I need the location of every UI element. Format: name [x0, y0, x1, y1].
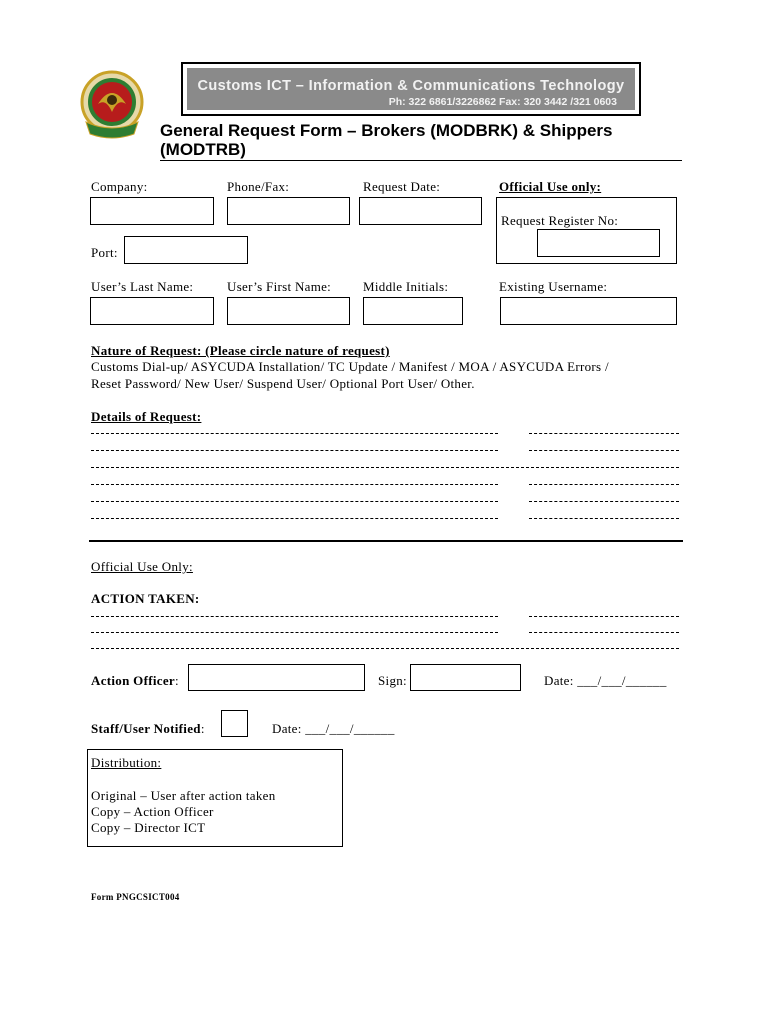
writing-line[interactable]	[529, 433, 679, 434]
nature-heading: Nature of Request: (Please circle nature of request)	[91, 343, 390, 358]
official-use-label: Official Use only:	[499, 179, 602, 194]
action-taken-heading: ACTION TAKEN:	[91, 591, 200, 606]
writing-line[interactable]	[91, 433, 498, 434]
official-use-heading: Official Use Only:	[91, 559, 193, 574]
existing-username-field[interactable]	[500, 297, 677, 325]
details-lines[interactable]	[91, 433, 679, 533]
phone-fax-field[interactable]	[227, 197, 350, 225]
last-name-label: User’s Last Name:	[91, 279, 194, 294]
port-field[interactable]	[124, 236, 248, 264]
distribution-line-2: Copy – Action Officer	[91, 804, 214, 819]
writing-line[interactable]	[91, 450, 498, 451]
writing-line[interactable]	[91, 616, 498, 617]
existing-username-label: Existing Username:	[499, 279, 608, 294]
request-date-field[interactable]	[359, 197, 482, 225]
form-title: General Request Form – Brokers (MODBRK) & Shippers (MODTRB)	[160, 121, 613, 159]
writing-line[interactable]	[529, 450, 679, 451]
writing-line[interactable]	[91, 467, 679, 468]
sign-label: Sign:	[378, 673, 407, 688]
distribution-line-3: Copy – Director ICT	[91, 820, 206, 835]
writing-line[interactable]	[529, 616, 679, 617]
port-label: Port:	[91, 245, 118, 260]
company-field[interactable]	[90, 197, 214, 225]
writing-line[interactable]	[529, 632, 679, 633]
form-code: Form PNGCSICT004	[91, 892, 180, 902]
sign-field[interactable]	[410, 664, 521, 691]
middle-initials-label: Middle Initials:	[363, 279, 449, 294]
nature-options-line-2: Reset Password/ New User/ Suspend User/ Optional Port User/ Other.	[91, 376, 475, 391]
first-name-field[interactable]	[227, 297, 350, 325]
org-name: Customs ICT – Information & Communications Technology	[197, 78, 625, 94]
staff-notified-checkbox[interactable]	[221, 710, 248, 737]
middle-initials-field[interactable]	[363, 297, 463, 325]
action-officer-label: Action Officer:	[91, 673, 179, 688]
distribution-heading: Distribution:	[91, 755, 162, 770]
distribution-line-1: Original – User after action taken	[91, 788, 276, 803]
company-label: Company:	[91, 179, 148, 194]
writing-line[interactable]	[91, 501, 498, 502]
nature-options-line-1: Customs Dial-up/ ASYCUDA Installation/ TC Update / Manifest / MOA / ASYCUDA Errors /	[91, 359, 609, 374]
phone-label: Phone/Fax:	[227, 179, 290, 194]
customs-crest-icon	[78, 68, 146, 144]
writing-line[interactable]	[91, 484, 498, 485]
writing-line[interactable]	[529, 501, 679, 502]
request-date-label: Request Date:	[363, 179, 441, 194]
request-register-label: Request Register No:	[501, 213, 619, 228]
staff-notified-label: Staff/User Notified:	[91, 721, 205, 736]
customs-logo	[78, 68, 146, 144]
request-register-field[interactable]	[537, 229, 660, 257]
header-banner	[181, 62, 641, 116]
writing-line[interactable]	[529, 518, 679, 519]
writing-line[interactable]	[91, 518, 498, 519]
action-lines[interactable]	[91, 616, 679, 666]
writing-line[interactable]	[91, 632, 498, 633]
section-divider	[89, 540, 683, 542]
details-heading: Details of Request:	[91, 409, 202, 424]
writing-line[interactable]	[91, 648, 679, 649]
title-underline	[160, 160, 682, 161]
last-name-field[interactable]	[90, 297, 214, 325]
action-officer-field[interactable]	[188, 664, 365, 691]
first-name-label: User’s First Name:	[227, 279, 332, 294]
writing-line[interactable]	[529, 484, 679, 485]
contact-info: Ph: 322 6861/3226862 Fax: 320 3442 /321 0603	[388, 96, 617, 108]
staff-date-label: Date: ___/___/______	[272, 721, 395, 736]
action-date-label: Date: ___/___/______	[544, 673, 667, 688]
